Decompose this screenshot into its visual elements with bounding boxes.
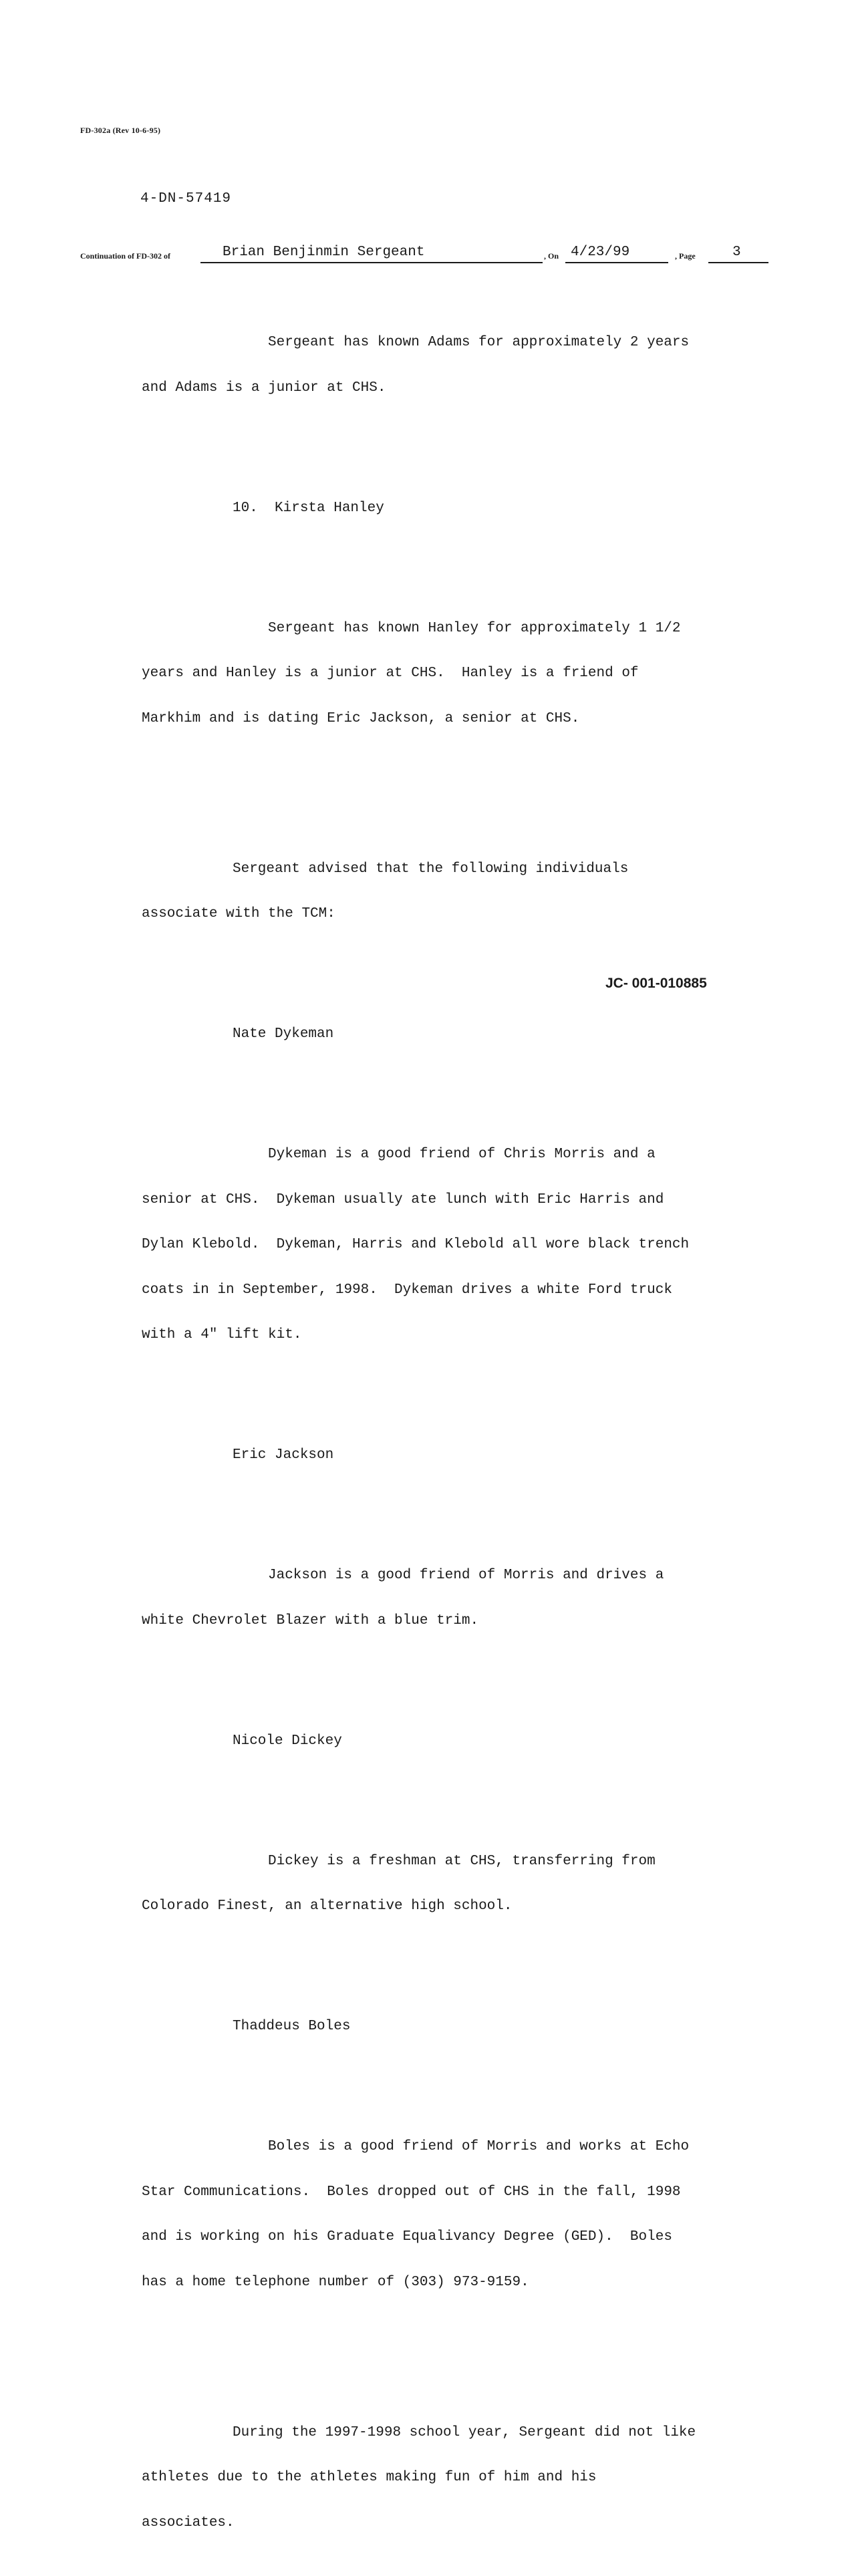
page-number: 3 [732, 245, 741, 260]
text-line: Markhim and is dating Eric Jackson, a senior at CHS. [142, 710, 580, 726]
text-line: associates. [142, 2515, 235, 2531]
text-line: Sergeant has known Hanley for approximately 1 1/2 [268, 620, 681, 636]
paragraph-jackson [142, 1538, 696, 1659]
paragraph-hanley [142, 591, 696, 757]
text-line: Dykeman is a good friend of Chris Morris and a [268, 1147, 656, 1162]
name-heading-dykeman: Nate Dykeman [233, 1026, 334, 1042]
text-line: coats in in September, 1998. Dykeman drives a white Ford truck [142, 1282, 672, 1298]
subject-name: Brian Benjinmin Sergeant [223, 245, 425, 260]
paragraph-adams [142, 305, 696, 426]
paragraph-boles [142, 2110, 696, 2320]
paragraph-dykeman [142, 1117, 696, 1373]
paragraph-associates [142, 832, 696, 952]
paragraph-athletes [142, 2396, 696, 2561]
file-number: 4-DN-57419 [140, 191, 232, 206]
text-line: athletes due to the athletes making fun of him and his [142, 2470, 597, 2485]
text-line: white Chevrolet Blazer with a blue trim. [142, 1612, 479, 1628]
bates-number: JC- 001-010885 [605, 976, 707, 991]
text-line: Colorado Finest, an alternative high school. [142, 1898, 513, 1914]
report-body [142, 275, 696, 2576]
text-line: senior at CHS. Dykeman usually ate lunch with Eric Harris and [142, 1191, 664, 1207]
text-line: Boles is a good friend of Morris and works at Echo [268, 2139, 690, 2154]
text-line: has a home telephone number of (303) 973-9159. [142, 2274, 529, 2290]
interview-date: 4/23/99 [571, 245, 630, 260]
text-line: and Adams is a junior at CHS. [142, 380, 386, 396]
subject-underline [200, 262, 543, 263]
text-line: Sergeant advised that the following individuals [233, 861, 629, 877]
page-underline [708, 262, 768, 263]
name-heading-dickey: Nicole Dickey [233, 1733, 342, 1749]
text-line: Dylan Klebold. Dykeman, Harris and Klebold all wore black trench [142, 1237, 690, 1252]
text-line: Sergeant has known Adams for approximately 2 years [268, 335, 690, 350]
text-line: and is working on his Graduate Equalivancy Degree (GED). Boles [142, 2229, 672, 2245]
continuation-label: Continuation of FD-302 of [80, 251, 171, 261]
text-line: years and Hanley is a junior at CHS. Hanley is a friend of [142, 666, 639, 681]
form-identifier: FD-302a (Rev 10-6-95) [80, 126, 161, 135]
paragraph-dickey [142, 1824, 696, 1945]
name-heading-boles: Thaddeus Boles [233, 2019, 351, 2034]
text-line: Dickey is a freshman at CHS, transferring from [268, 1853, 656, 1869]
date-label: , On [544, 251, 559, 261]
text-line: Jackson is a good friend of Morris and drives a [268, 1568, 664, 1583]
item-heading-hanley: 10. Kirsta Hanley [233, 500, 384, 516]
name-heading-jackson: Eric Jackson [233, 1447, 334, 1463]
text-line: Star Communications. Boles dropped out of CHS in the fall, 1998 [142, 2184, 681, 2200]
text-line: associate with the TCM: [142, 906, 335, 921]
page-label: , Page [675, 251, 696, 261]
text-line: with a 4" lift kit. [142, 1327, 302, 1342]
text-line: During the 1997-1998 school year, Sergeant did not like [233, 2424, 696, 2440]
date-underline [565, 262, 668, 263]
